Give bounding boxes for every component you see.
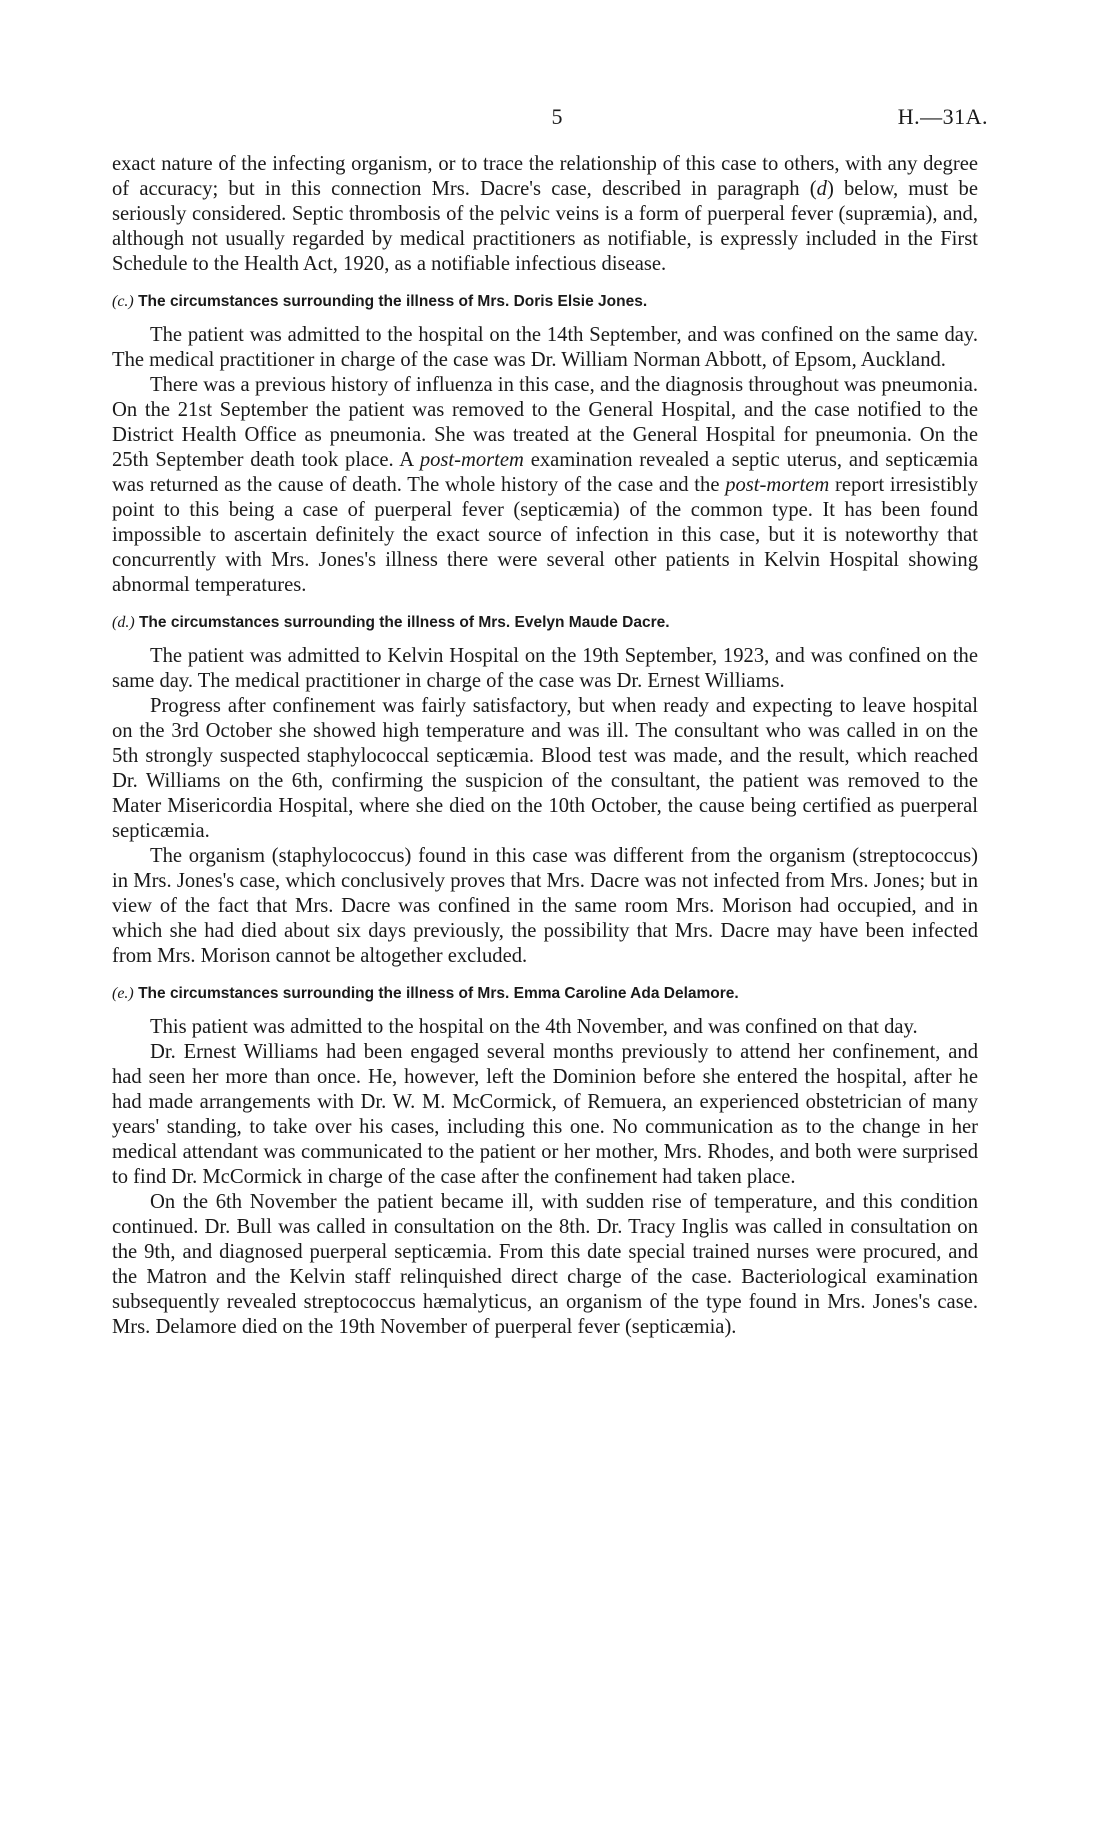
section-d-paragraph-2: Progress after confinement was fairly satisfactory, but when ready and expecting to leave hospital on the 3rd October she showed high temperature and was ill. The consultant who was called in on the 5th strongly suspected staphylococcal septicæmia. Blood test was made, and the result, which reached Dr. Williams on the 6th, confirming the suspicion of the consultant, the patient was removed to the Mater Misericordia Hospital, where she died on the 10th October, the cause being certified as puerperal septicæmia. [112, 695, 978, 842]
section-e-heading [112, 983, 978, 1005]
section-c-letter: (c.) [112, 293, 134, 310]
section-d-heading [112, 612, 978, 634]
section-c-paragraph-1: The patient was admitted to the hospital on the 14th September, and was confined on the same day. The medical practitioner in charge of the case was Dr. William Norman Abbott, of Epsom, Auckland. [112, 324, 978, 371]
intro-paragraph: exact nature of the infecting organism, or to trace the relationship of this case to others, with any degree of accuracy; but in this connection Mrs. Dacre's case, described in paragraph (d) below, must be seriously considered. Septic thrombosis of the pelvic veins is a form of puerperal fever (supræmia), and, although not usually regarded by medical practitioners as notifiable, is expressly included in the First Schedule to the Health Act, 1920, as a notifiable infectious disease. [112, 153, 978, 275]
section-e-paragraph-1: This patient was admitted to the hospital on the 4th November, and was confined on that day. [150, 1016, 918, 1038]
page-number: 5 [551, 104, 563, 129]
section-e-paragraph-2: Dr. Ernest Williams had been engaged several months previously to attend her confinement, and had seen her more than once. He, however, left the Dominion before she entered the hospital, after he had made arrangements with Dr. W. M. McCormick, of Remuera, an experienced obstetrician of many years' standing, to take over his cases, including this one. No communication as to the change in her medical attendant was communicated to the patient or her mother, Mrs. Rhodes, and both were surprised to find Dr. McCormick in charge of the case after the confinement had taken place. [112, 1041, 978, 1188]
section-d-paragraph-3: The organism (staphylococcus) found in this case was different from the organism (streptococcus) in Mrs. Jones's case, which conclusively proves that Mrs. Dacre was not infected from Mrs. Jones; but in view of the fact that Mrs. Dacre was confined in the same room Mrs. Morison had occupied, and in which she had died about six days previously, the possibility that Mrs. Dacre may have been infected from Mrs. Morison cannot be altogether excluded. [112, 845, 978, 967]
section-c-paragraph-2: There was a previous history of influenza in this case, and the diagnosis throughout was pneumonia. On the 21st September the patient was removed to the General Hospital, and the case notified to the District Health Office as pneumonia. She was treated at the General Hospital for pneumonia. On the 25th September death took place. A post-mortem examination revealed a septic uterus, and septicæmia was returned as the cause of death. The whole history of the case and the post-mortem report irresistibly point to this being a case of puerperal fever (septicæmia) of the common type. It has been found impossible to ascertain definitely the exact source of infection in this case, but it is noteworthy that concurrently with Mrs. Jones's illness there were several other patients in Kelvin Hospital showing abnormal temperatures. [112, 374, 979, 596]
section-e-title: The circumstances surrounding the illness of Mrs. Emma Caroline Ada Delamore. [138, 985, 739, 1002]
section-c-heading [112, 291, 978, 313]
section-d-paragraph-1: The patient was admitted to Kelvin Hospital on the 19th September, 1923, and was confined on the same day. The medical practitioner in charge of the case was Dr. Ernest Williams. [112, 645, 978, 692]
section-c-title: The circumstances surrounding the illness of Mrs. Doris Elsie Jones. [138, 293, 648, 310]
section-e-paragraph-3: On the 6th November the patient became ill, with sudden rise of temperature, and this condition continued. Dr. Bull was called in consultation on the 8th. Dr. Tracy Inglis was called in consultation on the 9th, and diagnosed puerperal septicæmia. From this date special trained nurses were procured, and the Matron and the Kelvin staff relinquished direct charge of the case. Bacteriological examination subsequently revealed streptococcus hæmalyticus, an organism of the type found in Mrs. Jones's case. Mrs. Delamore died on the 19th November of puerperal fever (septicæmia). [112, 1191, 978, 1338]
section-e-letter: (e.) [112, 985, 134, 1002]
page-header [0, 104, 1114, 134]
section-d-letter: (d.) [112, 614, 135, 631]
body-text [112, 152, 978, 1340]
document-reference: H.—31A. [897, 104, 988, 129]
section-d-title: The circumstances surrounding the illness of Mrs. Evelyn Maude Dacre. [138, 614, 670, 631]
